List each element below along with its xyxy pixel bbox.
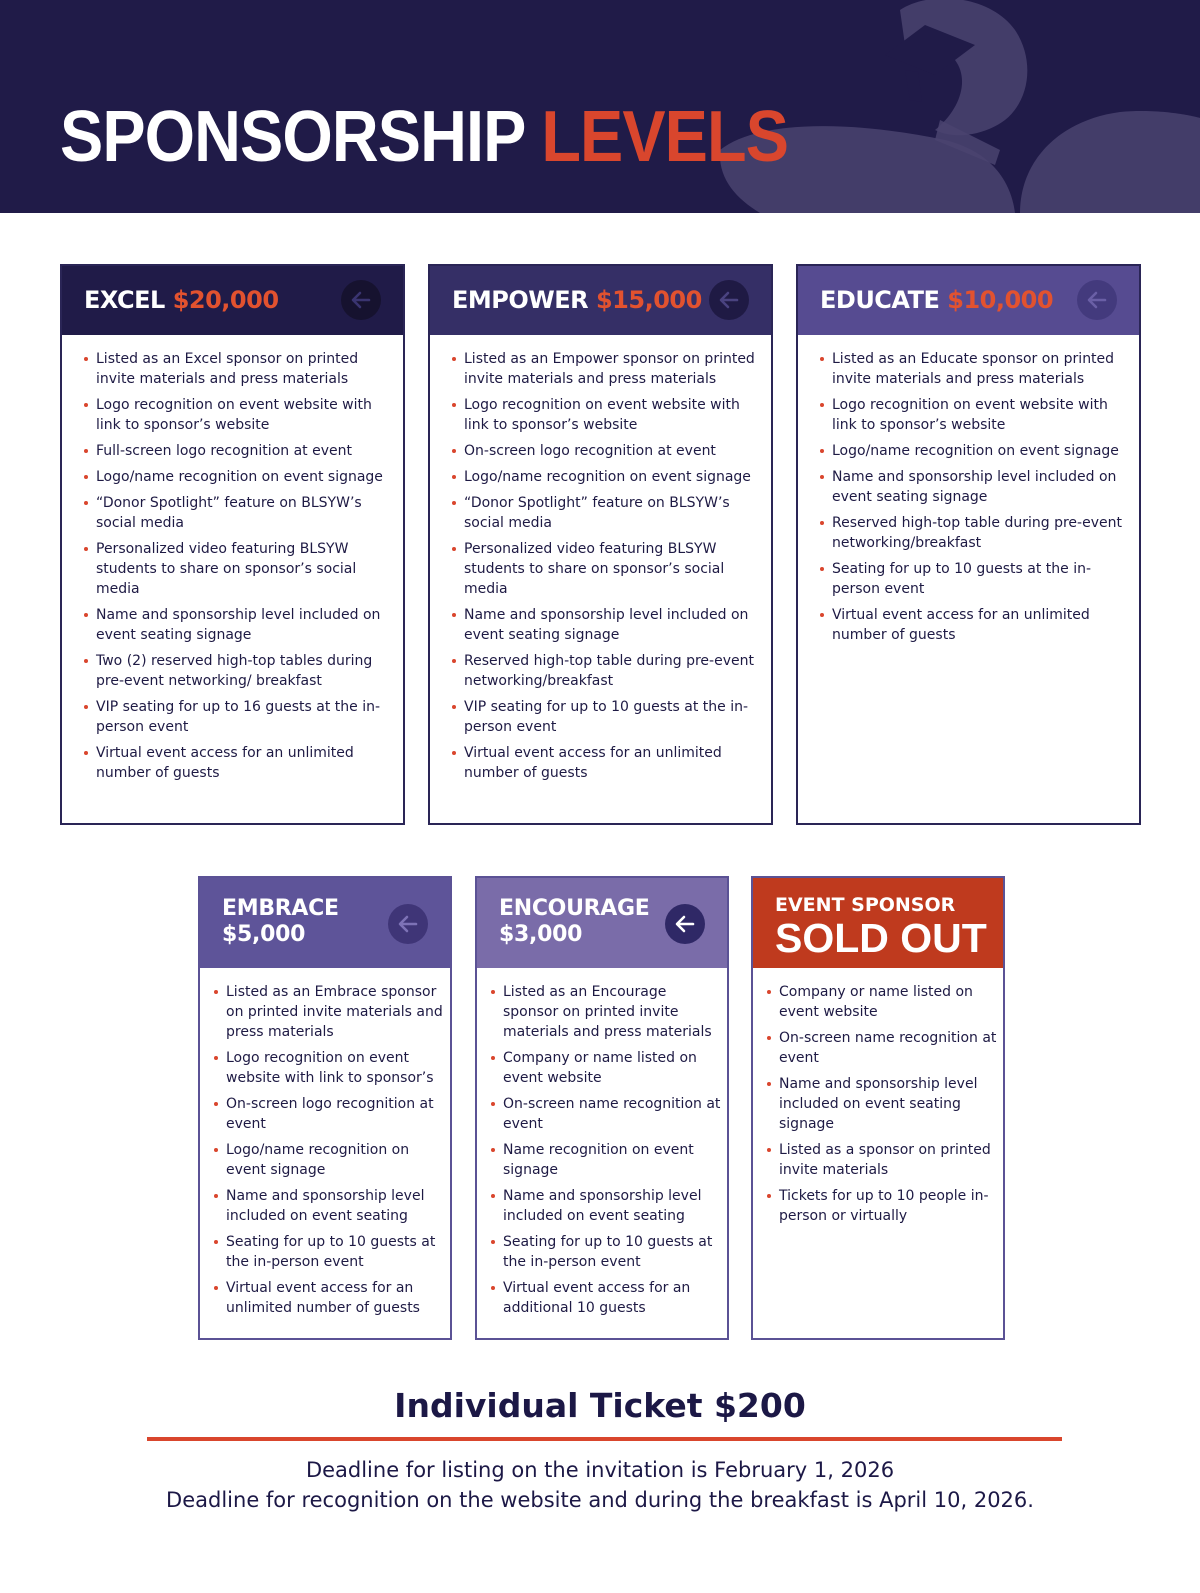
level-price: $3,000 [499,922,583,947]
benefit-item: Name and sponsorship level included on event seating signage [765,1074,997,1134]
page-title [60,96,788,178]
benefit-list [430,335,771,783]
benefit-item: Logo/name recognition on event signage [212,1140,444,1180]
benefit-item: Personalized video featuring BLSYW students to share on sponsor’s social media [82,539,393,599]
individual-ticket-price: Individual Ticket $200 [394,1386,806,1425]
benefit-item: Personalized video featuring BLSYW students to share on sponsor’s social media [450,539,761,599]
benefit-item: Virtual event access for an unlimited number of guests [450,743,761,783]
benefit-item: On-screen logo recognition at event [450,441,761,461]
recognition-deadline: Deadline for recognition on the website and during the breakfast is April 10, 2026. [166,1488,1034,1512]
benefit-item: Logo recognition on event website with link to sponsor’s website [82,395,393,435]
level-name: EMBRACE [222,896,339,921]
arrow-left-icon[interactable] [1077,280,1117,320]
benefit-item: Virtual event access for an unlimited number of guests [212,1278,444,1318]
card-header-encourage [477,878,727,968]
level-price: $15,000 [595,286,702,314]
benefit-item: Virtual event access for an unlimited number of guests [82,743,393,783]
benefit-item: VIP seating for up to 16 guests at the in-person event [82,697,393,737]
benefit-list [200,968,450,1318]
sold-out-label: SOLD OUT [775,915,987,961]
card-header-excel [62,266,403,335]
card-header-educate [798,266,1139,335]
benefit-item: Logo/name recognition on event signage [82,467,393,487]
level-name: EVENT SPONSOR [775,894,956,916]
benefit-item: Logo/name recognition on event signage [450,467,761,487]
sponsor-card-encourage [475,876,729,1340]
benefit-item: Listed as an Empower sponsor on printed invite materials and press materials [450,349,761,389]
benefit-item: Name and sponsorship level included on event seating [212,1186,444,1226]
benefit-list [798,335,1139,645]
benefit-item: On-screen name recognition at event [765,1028,997,1068]
benefit-item: Name and sponsorship level included on event seating [489,1186,721,1226]
benefit-item: Listed as an Encourage sponsor on printed invite materials and press materials [489,982,721,1042]
header-banner [0,0,1200,213]
arrow-left-icon[interactable] [709,280,749,320]
benefit-item: Listed as an Embrace sponsor on printed invite materials and press materials [212,982,444,1042]
benefit-item: On-screen name recognition at event [489,1094,721,1134]
benefit-item: Reserved high-top table during pre-event networking/breakfast [818,513,1129,553]
sponsor-card-excel [60,264,405,825]
level-price: $10,000 [947,286,1054,314]
benefit-item: On-screen logo recognition at event [212,1094,444,1134]
page-title-accent: LEVELS [541,97,789,177]
arrow-left-icon[interactable] [665,904,705,944]
level-price: $20,000 [172,286,279,314]
level-name: ENCOURAGE [499,896,650,921]
page-title-primary: SPONSORSHIP [60,97,525,177]
benefit-list [753,968,1003,1226]
benefit-item: Seating for up to 10 guests at the in-person event [212,1232,444,1272]
benefit-item: Listed as an Educate sponsor on printed invite materials and press materials [818,349,1129,389]
level-price: $5,000 [222,922,306,947]
card-header-empower [430,266,771,335]
sponsor-card-embrace [198,876,452,1340]
benefit-item: Name and sponsorship level included on event seating signage [82,605,393,645]
benefit-item: VIP seating for up to 10 guests at the in-person event [450,697,761,737]
benefit-item: Seating for up to 10 guests at the in-person event [489,1232,721,1272]
benefit-item: Logo/name recognition on event signage [818,441,1129,461]
sponsor-card-educate [796,264,1141,825]
benefit-item: Virtual event access for an unlimited number of guests [818,605,1129,645]
benefit-item: Seating for up to 10 guests at the in-person event [818,559,1129,599]
benefit-item: Tickets for up to 10 people in-person or virtually [765,1186,997,1226]
benefit-item: Full-screen logo recognition at event [82,441,393,461]
benefit-list [477,968,727,1318]
level-name: EMPOWER [452,286,589,314]
sponsor-card-empower [428,264,773,825]
benefit-item: Logo recognition on event website with link to sponsor’s website [450,395,761,435]
level-title-educate [820,286,1053,314]
level-name: EXCEL [84,286,165,314]
arrow-left-icon[interactable] [341,280,381,320]
benefit-list [62,335,403,783]
level-title-excel [84,286,279,314]
card-header-event-sponsor [753,878,1003,968]
benefit-item: Two (2) reserved high-top tables during pre-event networking/ breakfast [82,651,393,691]
arrow-left-icon[interactable] [388,904,428,944]
benefit-item: Company or name listed on event website [489,1048,721,1088]
sponsor-card-event-sponsor [751,876,1005,1340]
benefit-item: Name and sponsorship level included on event seating signage [450,605,761,645]
benefit-item: “Donor Spotlight” feature on BLSYW’s social media [450,493,761,533]
invitation-deadline: Deadline for listing on the invitation is February 1, 2026 [305,1458,895,1482]
benefit-item: Logo recognition on event website with link to sponsor’s website [818,395,1129,435]
card-header-embrace [200,878,450,968]
benefit-item: Listed as a sponsor on printed invite materials [765,1140,997,1180]
level-name: EDUCATE [820,286,940,314]
benefit-item: Company or name listed on event website [765,982,997,1022]
level-title-empower [452,286,702,314]
benefit-item: Virtual event access for an additional 10 guests [489,1278,721,1318]
benefit-item: Reserved high-top table during pre-event networking/breakfast [450,651,761,691]
benefit-item: “Donor Spotlight” feature on BLSYW’s social media [82,493,393,533]
benefit-item: Logo recognition on event website with link to sponsor’s [212,1048,444,1088]
divider-rule [147,1437,1062,1441]
benefit-item: Listed as an Excel sponsor on printed invite materials and press materials [82,349,393,389]
benefit-item: Name recognition on event signage [489,1140,721,1180]
benefit-item: Name and sponsorship level included on event seating signage [818,467,1129,507]
